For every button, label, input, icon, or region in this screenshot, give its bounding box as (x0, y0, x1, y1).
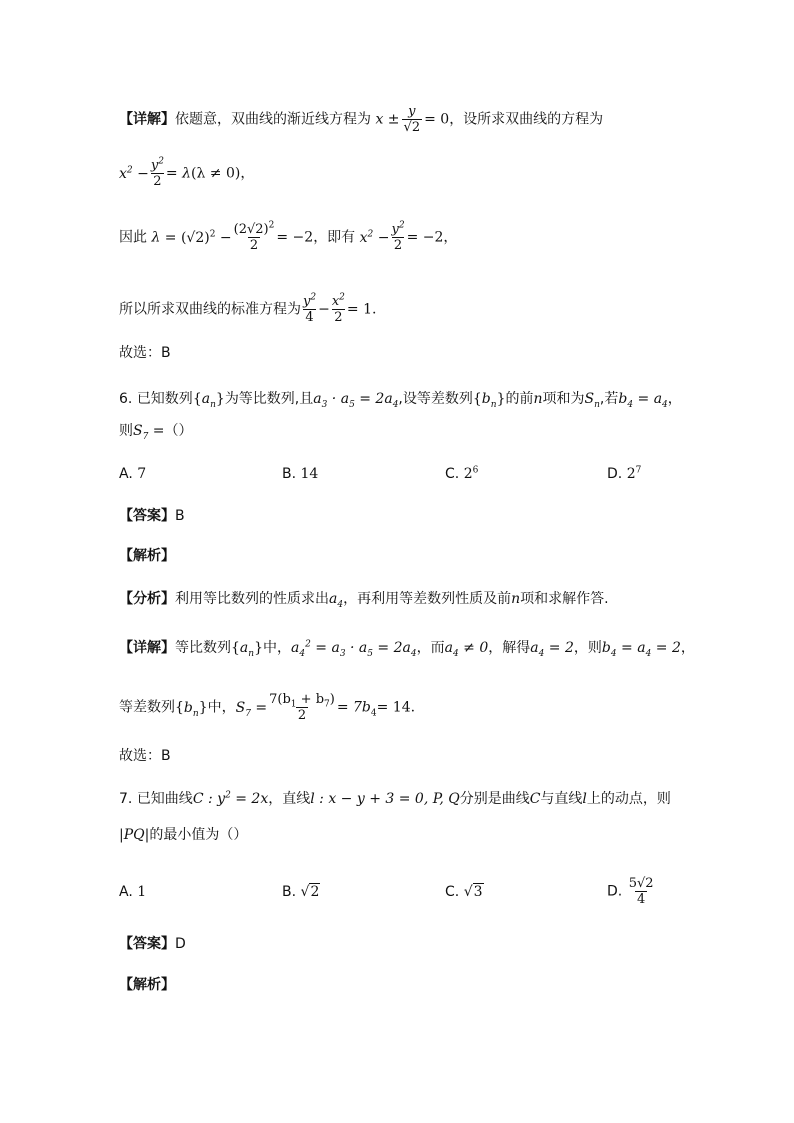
q6-answer: 【答案】B (119, 508, 185, 524)
frac-y-sqrt2: $\frac{y}{√2}$ (403, 104, 421, 135)
conclusion-end: = 1. (346, 301, 377, 318)
hyp-cond: (λ ≠ 0) (190, 165, 241, 182)
option-d-fraction: $\frac{5√2}{4}$ (628, 876, 654, 907)
p5-lambda-line: 因此 $\lambda = (√2)^2$ − $\frac{(2√2)^2}{2}$ = −2，即有 $x^2$ − $\frac{y^2}{2}$ = −2， (119, 220, 458, 253)
q6-number: 6. (119, 391, 133, 407)
q6-option-a[interactable]: A. 7 (119, 466, 147, 482)
q7-option-c[interactable]: C. √3 (445, 884, 483, 900)
q7-stem-line2: |PQ|的最小值为（） (119, 827, 248, 843)
lambda-result: = −2 (276, 229, 314, 246)
q6-xiangjie-line2: 等差数列$\{b_n\}$中，$S_7$ = $\frac{7(b_1 + b_7)}{2}$ = $7b_4= 14$. (119, 692, 416, 723)
q6-stem-line2: 则$S_7$ =（） (119, 423, 193, 442)
asymptote-eq: x ± (375, 111, 400, 128)
q7-option-b[interactable]: B. √2 (282, 884, 320, 900)
p5-hyperbola-eq: $x^2$ − $\frac{y^2}{2}$ = λ(λ ≠ 0)， (119, 156, 255, 189)
q7-number: 7. (119, 791, 133, 807)
detail-text: 依题意，双曲线的渐近线方程为 (175, 111, 371, 128)
q7-stem-line1: 7. 已知曲线C : $y^2 = 2x$，直线l : x − y + 3 = 0, P, Q分别是曲线C与直线l上的动点，则 (119, 790, 671, 807)
detail-text-2: ，设所求双曲线的方程为 (449, 111, 604, 128)
therefore-text: 因此 (119, 229, 147, 246)
q6-option-d[interactable]: D. $2^7$ (607, 465, 642, 482)
q6-xiangjie-line1: 【详解】等比数列$\{a_n\}$中，$a_4^2 = a_3 \cdot a_5 = 2a_4$，而$a_4 \ne 0$，解得$a_4 = 2$，则$b_4 = a_4 = 2$， (119, 639, 695, 659)
namely-result: = −2 (406, 229, 444, 246)
namely-text: ，即有 (313, 229, 356, 246)
q7-option-d[interactable]: D. $\frac{5√2}{4}$ (607, 876, 654, 907)
q7-analysis-tag: 【解析】 (119, 977, 175, 993)
conclusion-text: 所以所求双曲线的标准方程为 (119, 301, 301, 318)
p5-choose: 故选：B (119, 345, 171, 361)
q6-fenxi-line: 【分析】利用等比数列的性质求出$a_4$，再利用等差数列性质及前n项和求解作答. (119, 591, 609, 610)
q6-option-c[interactable]: C. $2^6$ (445, 465, 479, 482)
q7-option-a[interactable]: A. 1 (119, 884, 147, 900)
p5-conclusion-line: 所以所求双曲线的标准方程为 $\frac{y^2}{4}$ − $\frac{x^2}{2}$ = 1. (119, 292, 377, 325)
detail-tag: 【详解】 (119, 111, 175, 128)
q6-option-b[interactable]: B. 14 (282, 466, 319, 482)
q7-answer: 【答案】D (119, 936, 186, 952)
q6-choose: 故选：B (119, 748, 171, 764)
p5-detail-line: 【详解】依题意，双曲线的渐近线方程为 x ± $\frac{y}{√2}$ = 0，设所求双曲线的方程为 (119, 104, 604, 135)
q6-analysis-tag: 【解析】 (119, 548, 175, 564)
q6-stem-line1: 6. 已知数列$\{a_n\}$为等比数列,且$a_3 \cdot a_5 = 2a_4$,设等差数列$\{b_n\}$的前n项和为$S_n$,若$b_4 = a_4$， (119, 391, 682, 410)
